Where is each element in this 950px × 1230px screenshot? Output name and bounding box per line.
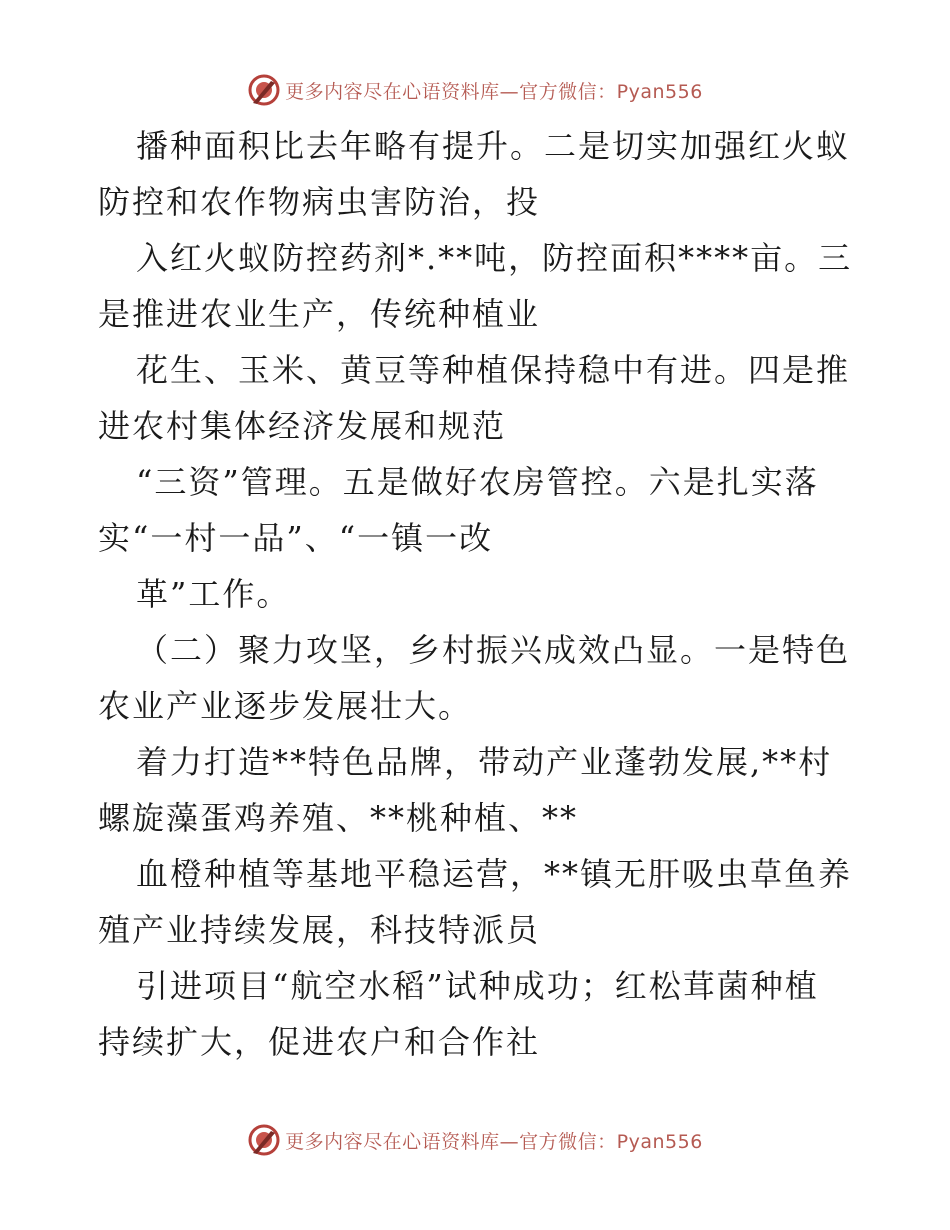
paragraph-line: 进农村集体经济发展和规范	[98, 407, 507, 445]
quill-seal-icon	[247, 1123, 281, 1157]
paragraph-line: 引进项目“航空水稻”试种成功；红松茸菌种植	[136, 967, 819, 1005]
paragraph-line: 着力打造**特色品牌，带动产业蓬勃发展,**村	[136, 743, 833, 781]
paragraph	[98, 846, 858, 958]
paragraph-line: 实“一村一品”、“一镇一改	[98, 519, 494, 557]
paragraph	[98, 958, 858, 1070]
paragraph	[98, 454, 858, 566]
header-banner-text: 更多内容尽在心语资料库—官方微信：Pyan556	[285, 80, 703, 103]
paragraph	[98, 230, 858, 342]
paragraph-line: 血橙种植等基地平稳运营，**镇无肝吸虫草鱼养	[136, 855, 853, 893]
document-body	[98, 118, 858, 1070]
paragraph-line: 持续扩大，促进农户和合作社	[98, 1023, 541, 1061]
paragraph-line: “三资”管理。五是做好农房管控。六是扎实落	[136, 463, 819, 501]
header-banner	[0, 70, 950, 110]
paragraph	[98, 734, 858, 846]
paragraph-line: 螺旋藻蛋鸡养殖、**桃种植、**	[98, 799, 579, 837]
paragraph-line: 殖产业持续发展，科技特派员	[98, 911, 541, 949]
paragraph-line: （二）聚力攻坚，乡村振兴成效凸显。一是特色	[136, 631, 851, 669]
paragraph-line: 革”工作。	[136, 575, 291, 613]
footer-banner	[0, 1120, 950, 1160]
paragraph-line: 播种面积比去年略有提升。二是切实加强红火蚁	[136, 127, 851, 165]
paragraph	[98, 566, 858, 622]
paragraph-line: 入红火蚁防控药剂*.**吨，防控面积****亩。三	[136, 239, 853, 277]
quill-seal-icon	[247, 73, 281, 107]
paragraph	[98, 342, 858, 454]
paragraph-line: 防控和农作物病虫害防治，投	[98, 183, 541, 221]
paragraph-line: 农业产业逐步发展壮大。	[98, 687, 473, 725]
paragraph	[98, 622, 858, 734]
footer-banner-text: 更多内容尽在心语资料库—官方微信：Pyan556	[285, 1130, 703, 1153]
paragraph-line: 是推进农业生产，传统种植业	[98, 295, 541, 333]
paragraph	[98, 118, 858, 230]
paragraph-line: 花生、玉米、黄豆等种植保持稳中有进。四是推	[136, 351, 851, 389]
